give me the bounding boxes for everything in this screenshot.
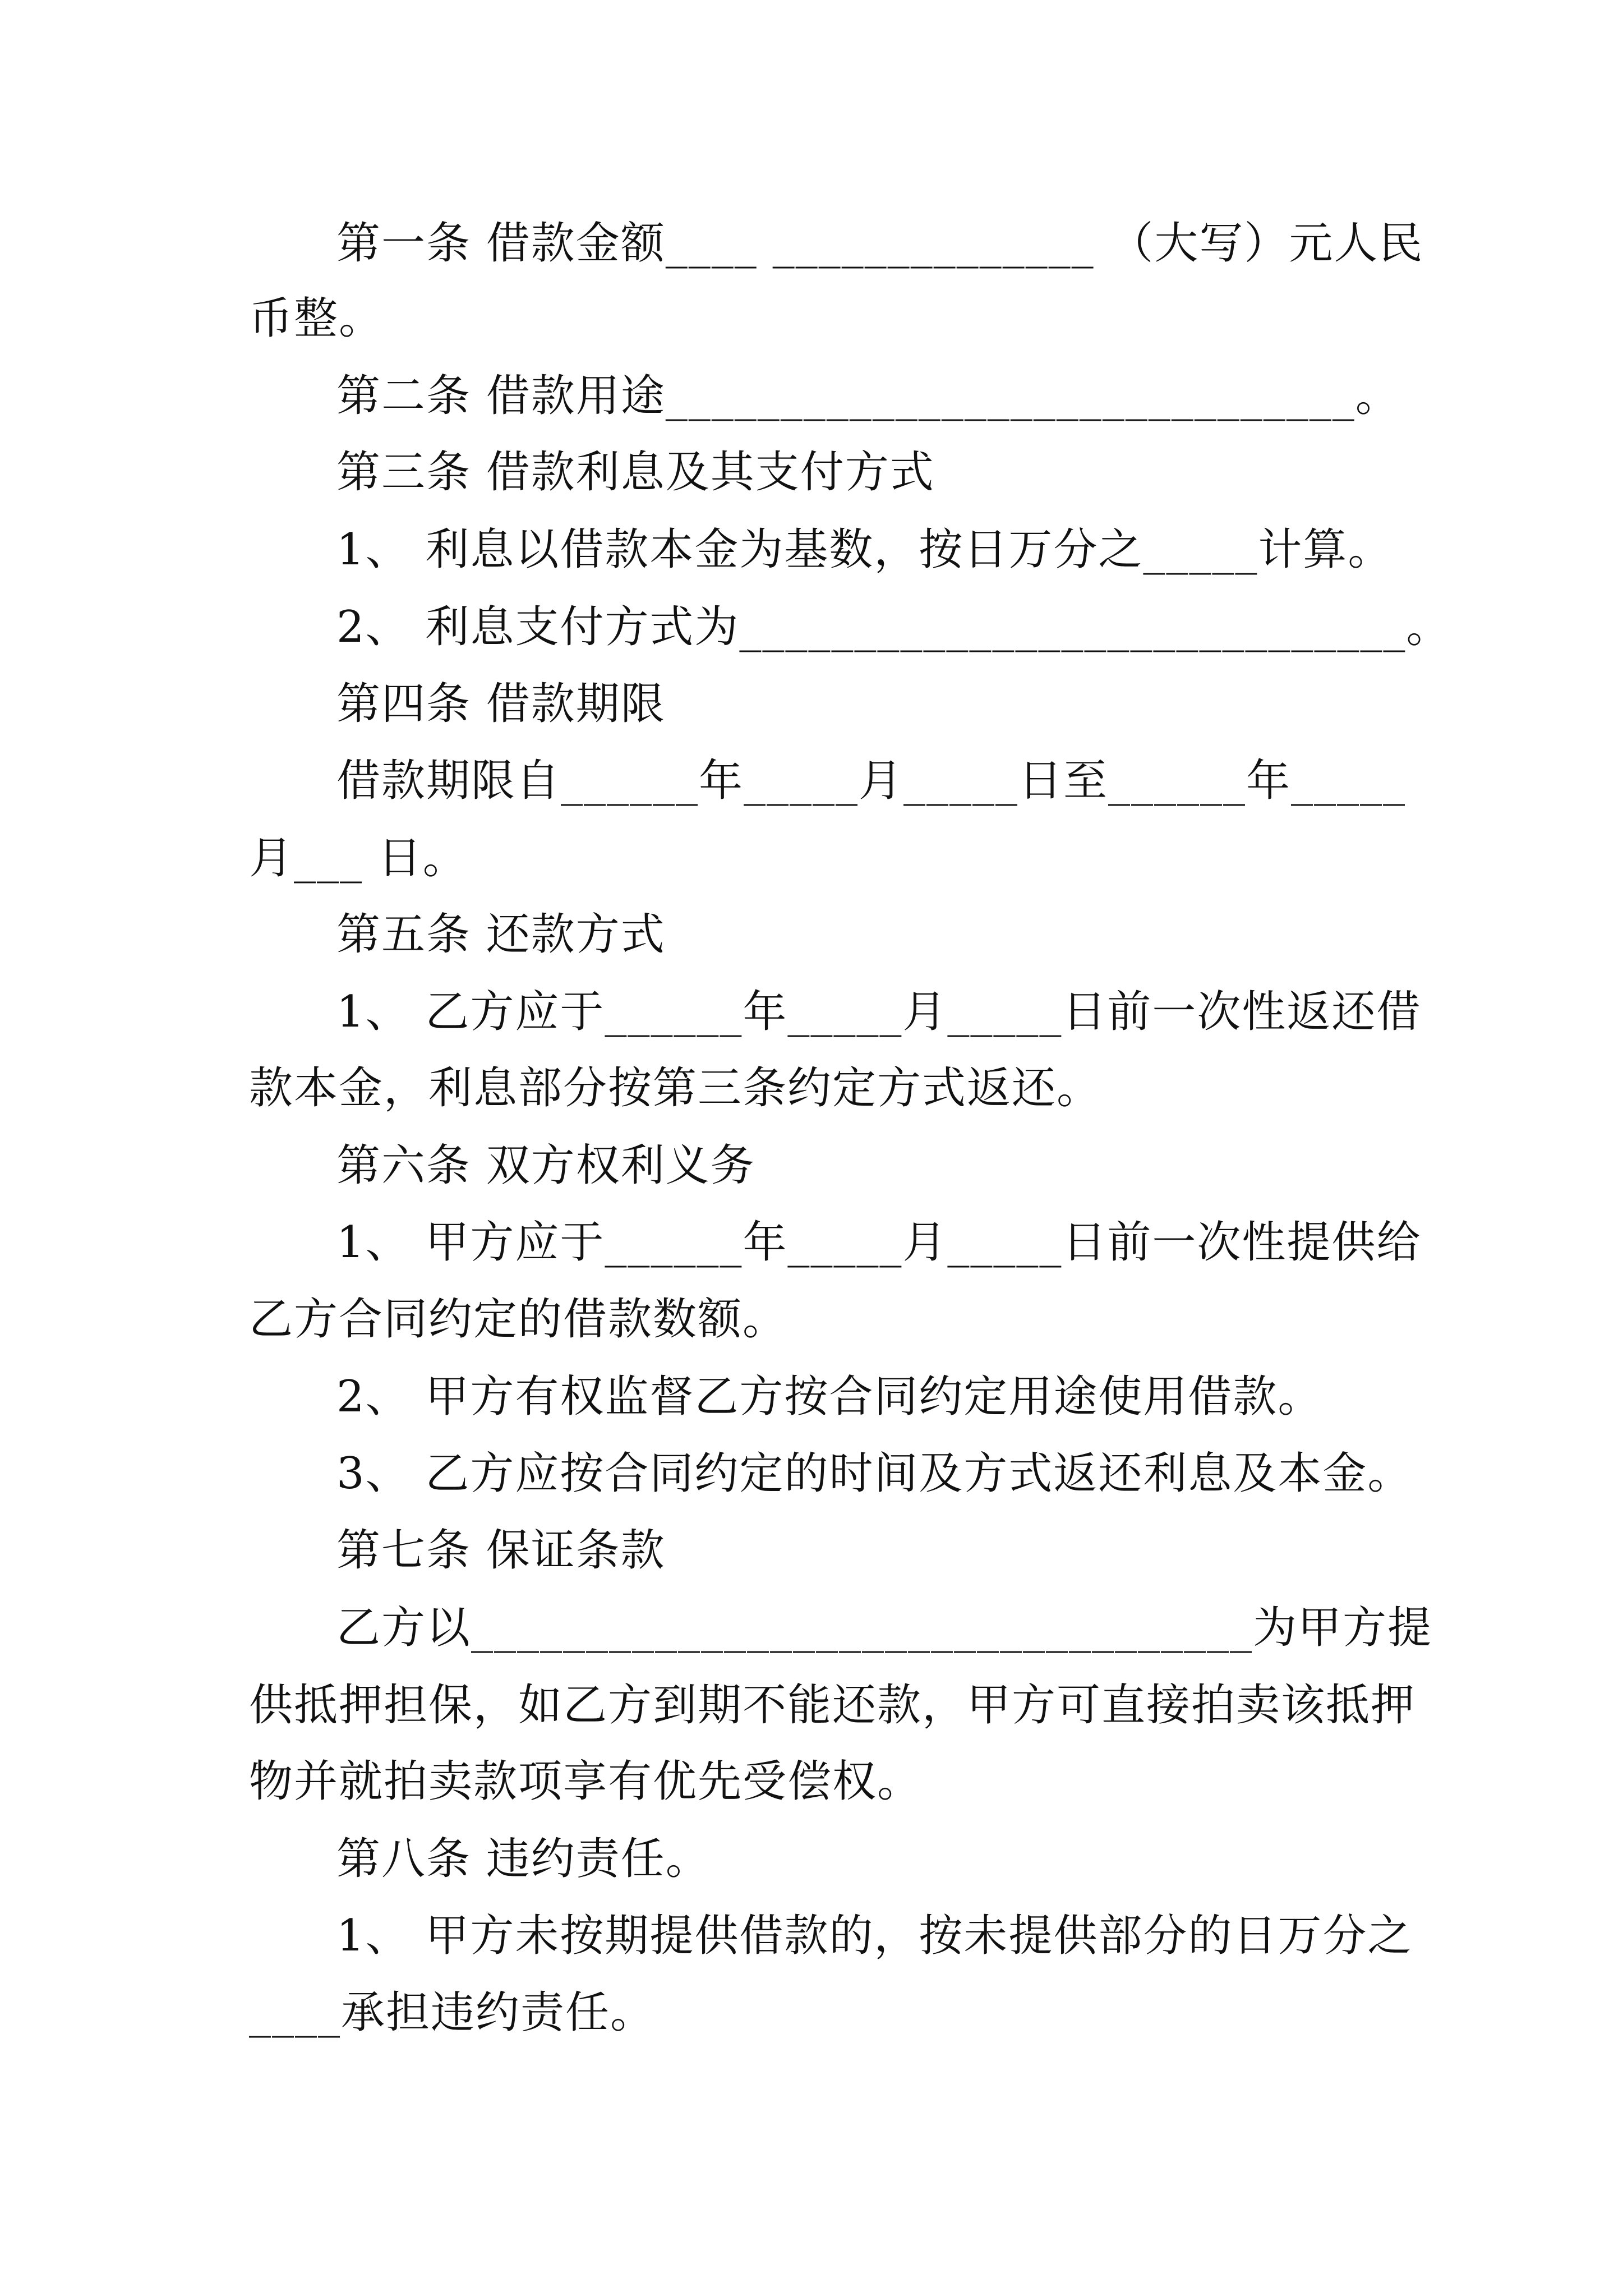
- article-6-item-1-line-1: 1、 甲方应于______年_____月_____日前一次性提供给: [336, 1217, 1422, 1268]
- article-6-heading: 第六条 双方权利义务: [336, 1140, 755, 1191]
- article-5-heading: 第五条 还款方式: [336, 909, 666, 960]
- article-4-line-1: 借款期限自______年_____月_____日至______年_____: [336, 756, 1407, 806]
- article-3-item-1: 1、 利息以借款本金为基数，按日万分之_____计算。: [336, 524, 1393, 575]
- article-7-line-2: 供抵押担保，如乙方到期不能还款，甲方可直接拍卖该抵押: [249, 1680, 1416, 1731]
- article-8-item-1-line-1: 1、 甲方未按期提供借款的，按未提供部分的日万分之: [336, 1911, 1413, 1961]
- article-1-line-2: 币整。: [249, 293, 384, 344]
- article-6-item-1-line-2: 乙方合同约定的借款数额。: [249, 1294, 788, 1345]
- article-4-line-2: 月___ 日。: [249, 833, 468, 884]
- article-4-heading: 第四条 借款期限: [336, 679, 666, 729]
- article-8-heading: 第八条 违约责任。: [336, 1834, 711, 1884]
- article-7-line-1: 乙方以__________________________________为甲方提: [336, 1603, 1433, 1653]
- article-6-item-3: 3、 乙方应按合同约定的时间及方式返还利息及本金。: [336, 1448, 1413, 1499]
- article-1-line-1: 第一条 借款金额____ ______________ （大写）元人民: [336, 218, 1424, 269]
- article-5-item-1-line-2: 款本金，利息部分按第三条约定方式返还。: [249, 1063, 1102, 1114]
- article-8-item-1-line-2: ____承担违约责任。: [249, 1987, 656, 2038]
- article-7-line-3: 物并就拍卖款项享有优先受偿权。: [249, 1756, 923, 1807]
- article-2: 第二条 借款用途______________________________。: [336, 371, 1400, 421]
- article-3-item-2: 2、 利息支付方式为_____________________________。: [336, 602, 1451, 652]
- article-5-item-1-line-1: 1、 乙方应于______年_____月_____日前一次性返还借: [336, 987, 1422, 1037]
- article-7-heading: 第七条 保证条款: [336, 1525, 666, 1576]
- article-6-item-2: 2、 甲方有权监督乙方按合同约定用途使用借款。: [336, 1372, 1323, 1422]
- article-3-heading: 第三条 借款利息及其支付方式: [336, 447, 935, 498]
